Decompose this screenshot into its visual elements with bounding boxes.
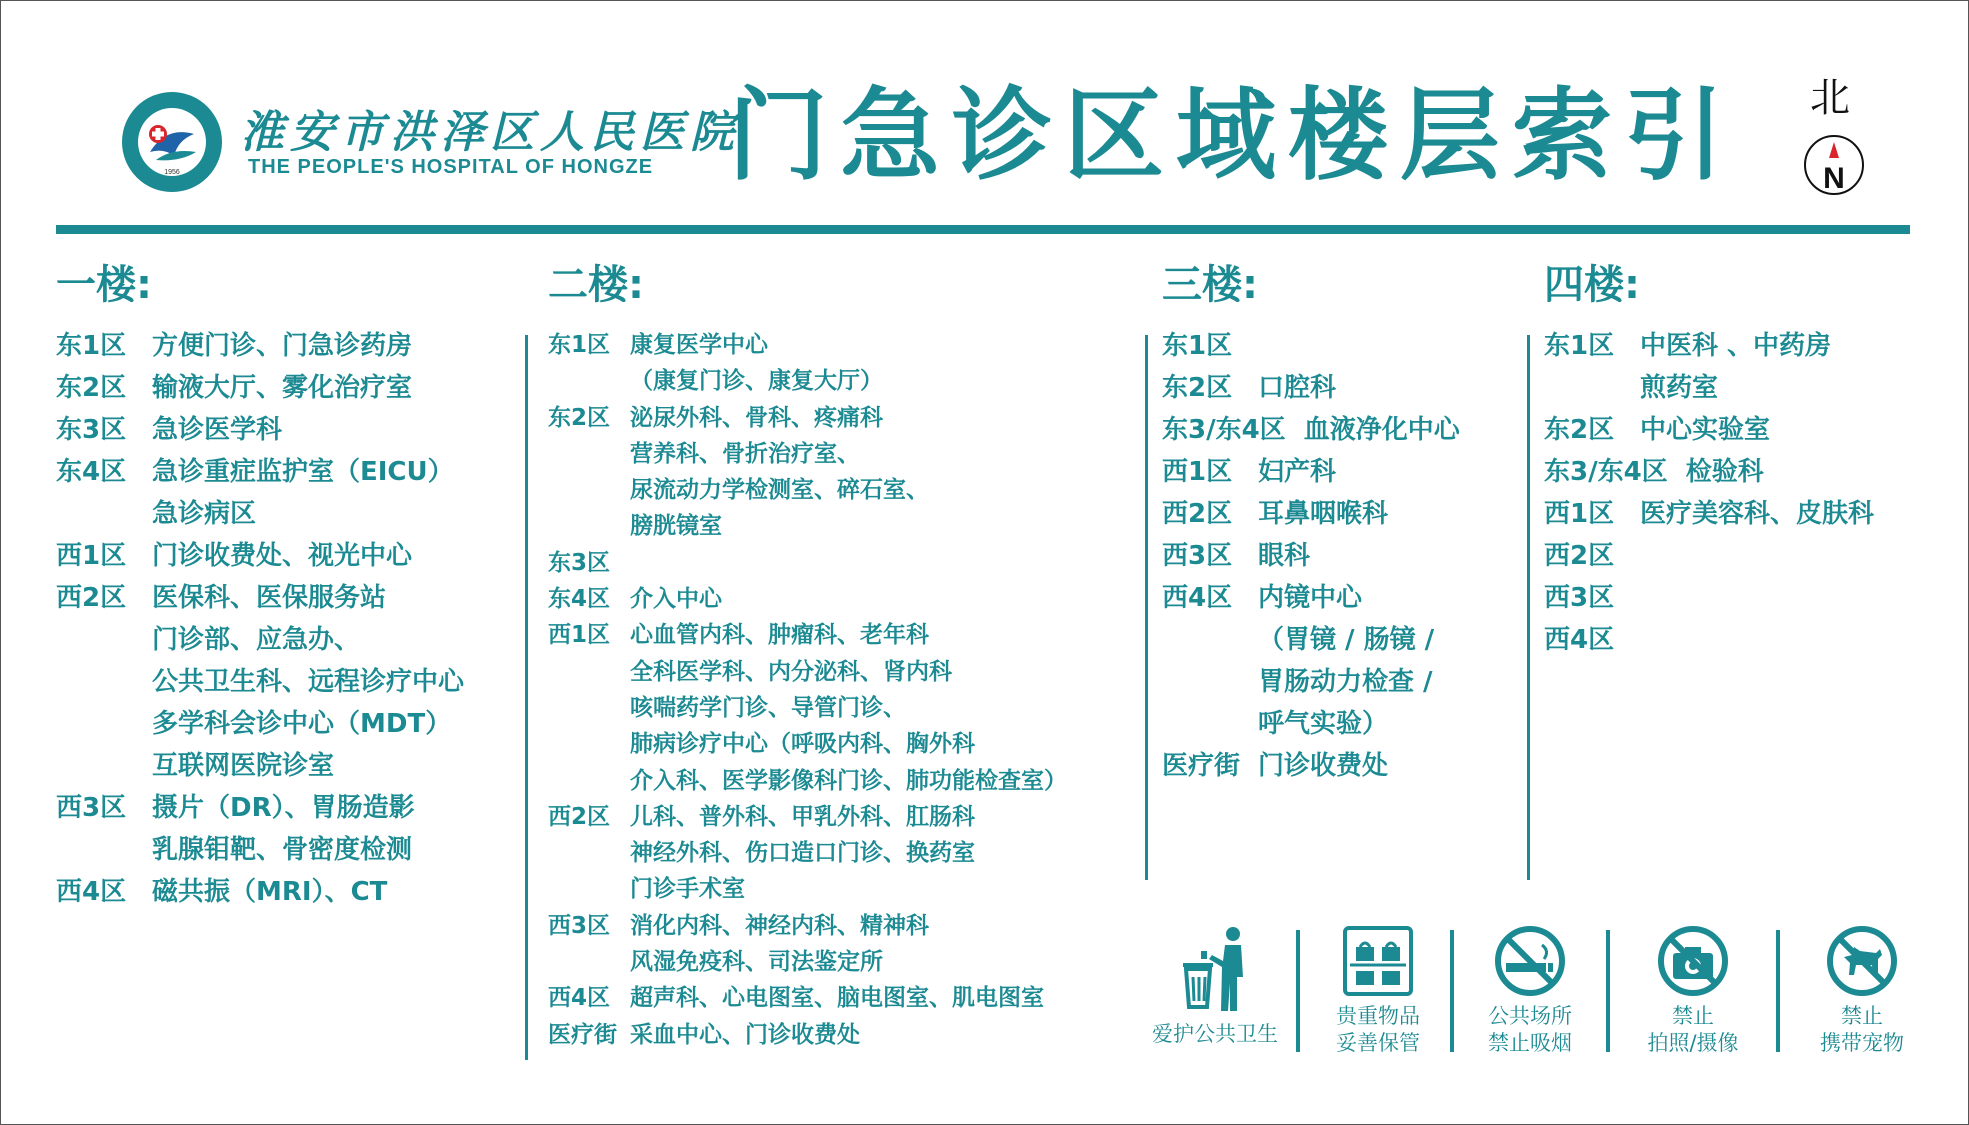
department-text: 妇产科 [1258,457,1337,487]
zone-entry [56,577,464,787]
zone-label: 医疗街 [548,1021,617,1048]
zone-list [56,325,464,913]
zone-label: 东3区 [548,549,611,576]
floor-title: 一楼: [56,262,152,308]
zone-label: 东1区 [1162,331,1233,361]
notice-no-pets [1800,925,1924,1057]
zone-entry [56,535,464,577]
zone-label: 西4区 [1162,583,1233,613]
department-lines [1640,493,1874,535]
department-lines [1640,619,1649,661]
zone-entry [56,409,464,451]
zone-entry [548,581,1067,617]
department-lines [1640,535,1649,577]
department-lines [1258,451,1336,493]
department-text: 煎药室 [1640,373,1719,403]
notice-line: 公共场所 [1488,1004,1572,1028]
zone-label: 西2区 [1544,541,1615,571]
zone-label: 西1区 [56,541,127,571]
zone-entry [1544,325,1874,409]
department-text: 介入中心 [630,586,722,613]
department-text: 眼科 [1258,541,1311,571]
zone-entry [548,1017,1067,1053]
department-text: 口腔科 [1258,373,1337,403]
page-title: 门急诊区域楼层索引 [728,77,1736,194]
zone-label: 东1区 [548,332,611,358]
zone-entry [1544,535,1874,577]
zone-label: 东4区 [56,457,127,487]
no-pets-icon [1826,925,1898,997]
department-text: 耳鼻咽喉科 [1258,499,1389,529]
zone-entry [1162,577,1460,745]
department-text: 介入科、医学影像科门诊、肺功能检查室） [630,767,1067,794]
department-text: 心血管内科、肿瘤科、老年科 [630,622,929,649]
department-lines [152,787,415,871]
department-text: （胃镜 / 肠镜 / [1258,625,1435,655]
department-text: 胃肠动力检查 / [1258,667,1433,697]
department-text: 儿科、普外科、甲乳外科、肛肠科 [630,803,975,830]
zone-entry [1544,451,1874,493]
zone-entry [56,787,464,871]
no-smoking-icon [1494,925,1566,997]
department-text [630,545,638,581]
floor-column-1 [56,262,465,913]
department-text: 门诊手术室 [630,876,745,903]
zone-entry [1162,451,1460,493]
zone-entry [1162,409,1460,451]
zone-entry [56,871,464,913]
zone-label: 西2区 [548,803,611,830]
zone-label: 东2区 [548,404,611,431]
zone-label: 西4区 [56,877,127,907]
department-text: 中医科 、中药房 [1640,331,1832,361]
notice-line: 妥善保管 [1336,1031,1420,1055]
zone-entry [1544,493,1874,535]
notice-divider [1776,930,1780,1052]
department-lines [152,367,412,409]
zone-label: 西2区 [56,583,127,613]
department-lines [1258,367,1336,409]
zone-label: 东4区 [548,586,611,613]
department-text: 神经外科、伤口造口门诊、换药室 [630,840,975,867]
notice-line: 携带宠物 [1820,1031,1904,1055]
notice-line: 贵重物品 [1336,1004,1420,1028]
department-lines [1640,577,1649,619]
department-lines [1258,535,1310,577]
zone-entry [548,799,1067,908]
department-lines [1640,325,1831,409]
notice-divider [1450,930,1454,1052]
department-text: 营养科、骨折治疗室、 [630,440,860,467]
notice-line: 拍照/摄像 [1647,1031,1739,1055]
department-lines [630,400,929,545]
zone-label: 东3/东4区 [1162,415,1286,445]
department-text: 输液大厅、雾化治疗室 [152,373,413,403]
zone-entry [548,327,1067,400]
zone-label: 西1区 [548,622,611,649]
department-text: 泌尿外科、骨科、疼痛科 [630,404,883,431]
department-lines [630,581,722,617]
department-text: 医疗美容科、皮肤科 [1640,499,1875,529]
department-lines [1258,325,1267,367]
department-text: 公共卫生科、远程诊疗中心 [152,667,465,697]
floor-column-3 [1162,262,1460,787]
zone-entry [1544,409,1874,451]
department-text: 门诊部、应急办、 [152,625,361,655]
floor-column-2 [548,262,1067,1053]
zone-label: 东2区 [1162,373,1233,403]
department-text: 采血中心、门诊收费处 [630,1021,860,1048]
department-lines [1686,451,1764,493]
department-text: 乳腺钼靶、骨密度检测 [152,835,413,865]
zone-entry [1162,493,1460,535]
department-lines [630,617,1067,798]
notice-line: 禁止 [1841,1004,1883,1028]
department-text: 急诊病区 [152,499,257,529]
zone-entry [1162,325,1460,367]
department-lines [630,799,975,908]
department-lines [630,908,929,981]
department-text: 方便门诊、门急诊药房 [152,331,413,361]
zone-entry [56,325,464,367]
zone-entry [1162,367,1460,409]
column-divider [1145,335,1148,880]
department-text: 医保科、医保服务站 [152,583,387,613]
no-camera-icon [1657,925,1729,997]
zone-list [1162,325,1460,787]
department-text: （康复门诊、康复大厅） [630,368,883,395]
floor-title: 三楼: [1162,262,1258,308]
department-text [1640,577,1649,619]
department-lines [1304,409,1460,451]
department-text: 多学科会诊中心（MDT） [152,709,452,739]
zone-entry [548,617,1067,798]
department-lines [152,577,464,787]
department-text [1640,535,1649,577]
zone-label: 东1区 [56,331,127,361]
notice-divider [1606,930,1610,1052]
zone-label: 西2区 [1162,499,1233,529]
zone-entry [56,451,464,535]
zone-label: 西3区 [1544,583,1615,613]
department-text: 肺病诊疗中心（呼吸内科、胸外科 [630,731,975,758]
hospital-name-en: THE PEOPLE'S HOSPITAL OF HONGZE [248,156,654,178]
department-lines [152,409,282,451]
zone-list [1544,325,1874,661]
notice-valuables [1318,925,1438,1057]
zone-label: 东3区 [56,415,127,445]
department-text: 内镜中心 [1258,583,1363,613]
floor-title: 二楼: [548,262,644,308]
department-text [1258,325,1267,367]
department-text: 呼气实验） [1258,709,1389,739]
hospital-logo-icon [120,90,224,194]
zone-entry [548,400,1067,545]
zone-label: 东2区 [56,373,127,403]
department-lines [1258,745,1388,787]
department-text: 急诊重症监护室（EICU） [152,457,454,487]
department-text [1640,619,1649,661]
department-lines [630,327,883,400]
department-text: 门诊收费处、视光中心 [152,541,413,571]
zone-label: 西1区 [1162,457,1233,487]
department-text: 血液净化中心 [1303,415,1460,445]
department-text: 风湿免疫科、司法鉴定所 [630,949,883,976]
zone-label: 西1区 [1544,499,1615,529]
zone-label: 西3区 [548,912,611,939]
valuables-bag-icon [1342,925,1414,997]
zone-entry [1162,535,1460,577]
compass-icon [1803,134,1865,196]
zone-label: 东1区 [1544,331,1615,361]
trash-bin-person-icon [1179,925,1251,1015]
column-divider [1527,335,1530,880]
department-text: 膀胱镜室 [630,513,722,540]
department-text: 检验科 [1685,457,1764,487]
zone-entry [56,367,464,409]
notice-hygiene [1140,925,1290,1048]
department-text: 康复医学中心 [630,332,768,358]
department-lines [1640,409,1770,451]
zone-label: 东3/东4区 [1544,457,1668,487]
department-text: 中心实验室 [1640,415,1771,445]
department-text: 门诊收费处 [1258,751,1389,781]
floor-column-4 [1544,262,1875,661]
department-text: 急诊医学科 [152,415,283,445]
zone-label: 东2区 [1544,415,1615,445]
floor-title: 四楼: [1544,262,1640,308]
department-text: 磁共振（MRI）、CT [152,877,388,907]
zone-entry [548,980,1067,1016]
hospital-name-cn: 淮安市洪泽区人民医院 [240,107,740,158]
department-text: 尿流动力学检测室、碎石室、 [630,477,929,504]
notice-line: 禁止吸烟 [1488,1031,1572,1055]
notice-no-camera [1628,925,1758,1057]
department-lines [152,871,387,913]
compass-letter: N [1823,162,1845,195]
department-text: 咳喘药学门诊、导管门诊、 [630,694,906,721]
zone-entry [1544,619,1874,661]
notice-line: 爱护公共卫生 [1152,1022,1278,1046]
zone-label: 西4区 [1544,625,1615,655]
department-lines [1258,493,1388,535]
zone-label: 西3区 [56,793,127,823]
department-text: 消化内科、神经内科、精神科 [630,912,929,939]
zone-list [548,327,1067,1053]
column-divider [525,335,528,1060]
notice-divider [1296,930,1300,1052]
department-text: 摄片（DR）、胃肠造影 [152,793,415,823]
department-lines [152,451,454,535]
notice-no-smoking [1470,925,1590,1057]
department-text: 互联网医院诊室 [152,751,335,781]
department-lines [630,980,1044,1016]
zone-label: 西4区 [548,985,611,1012]
zone-entry [548,545,1067,581]
department-text: 全科医学科、内分泌科、肾内科 [630,658,952,685]
department-lines [630,545,638,581]
zone-label: 医疗街 [1162,751,1241,781]
department-text: 超声科、心电图室、脑电图室、肌电图室 [630,985,1044,1012]
department-lines [152,325,412,367]
zone-label: 西3区 [1162,541,1233,571]
zone-entry [1544,577,1874,619]
north-label: 北 [1810,75,1850,121]
notice-line: 禁止 [1672,1004,1714,1028]
department-lines [630,1017,860,1053]
zone-entry [548,908,1067,981]
header-divider [56,225,1910,234]
department-lines [152,535,412,577]
logo-year: 1956 [164,169,180,176]
department-lines [1258,577,1434,745]
zone-entry [1162,745,1460,787]
